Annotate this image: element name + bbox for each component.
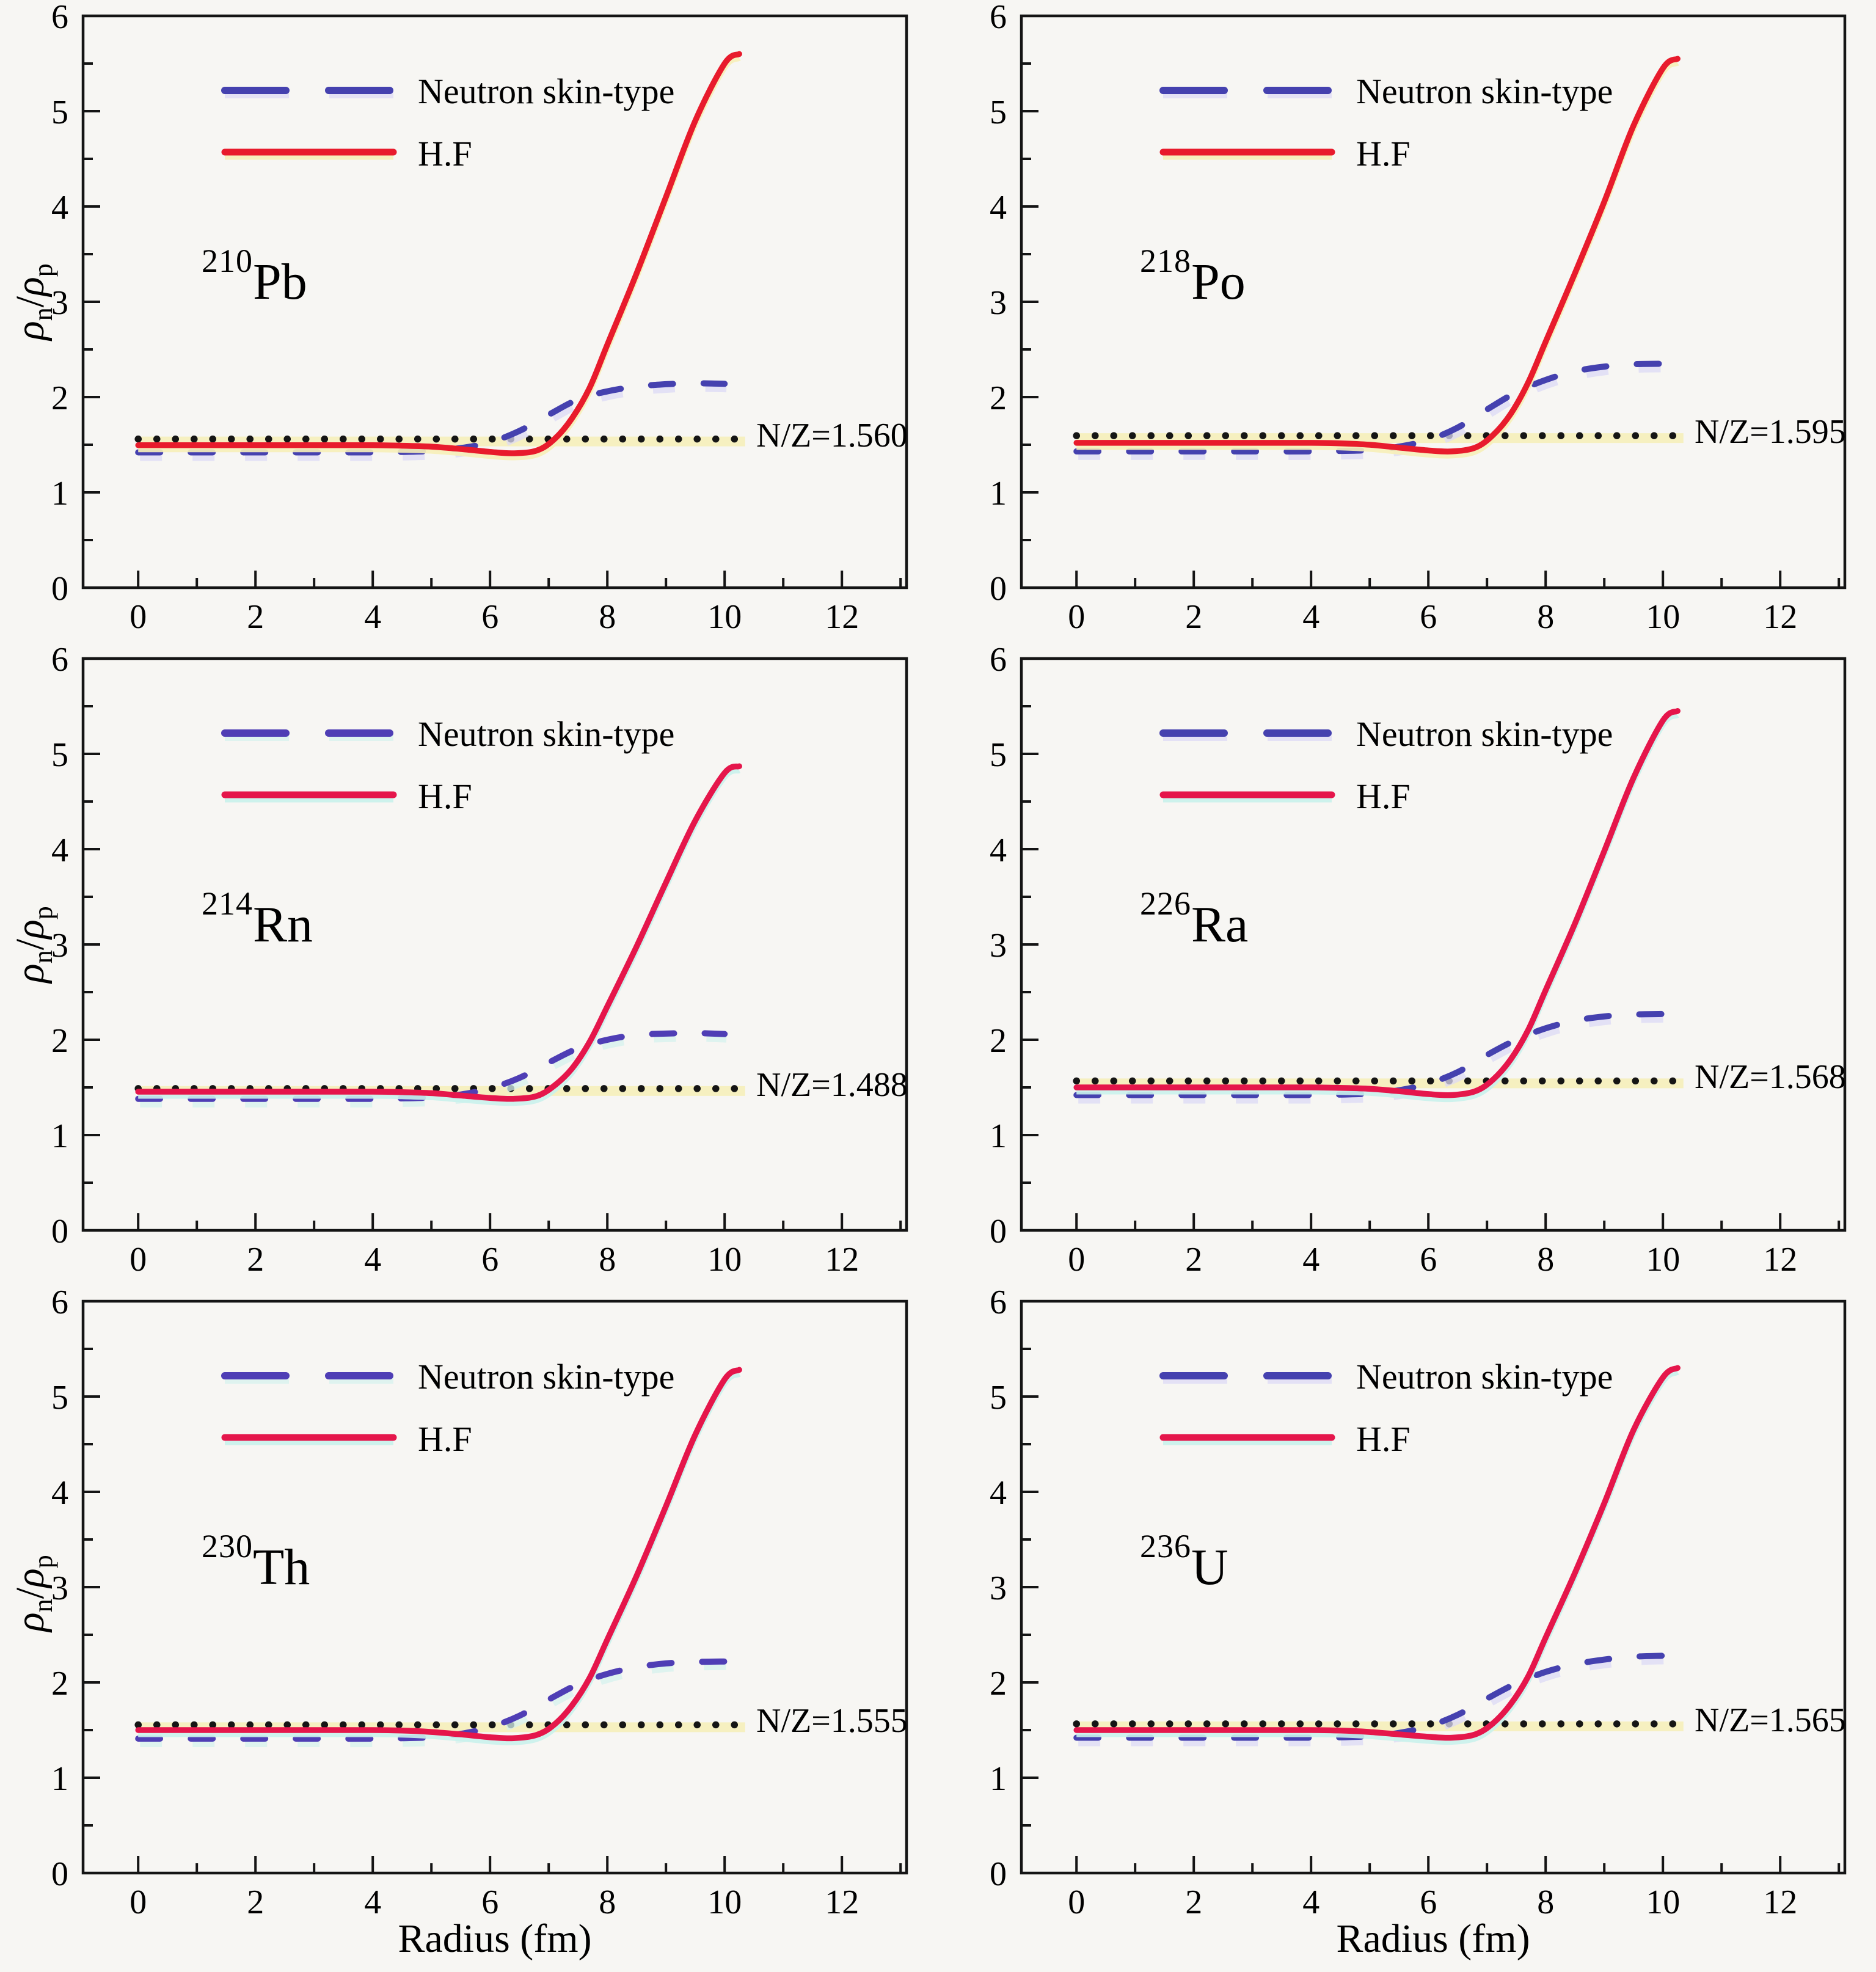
- nz-annotation: N/Z=1.568: [1695, 1058, 1846, 1097]
- solid-line-swatch: [220, 786, 398, 806]
- x-tick-label: 4: [1302, 598, 1320, 636]
- y-tick-label: 4: [990, 1474, 1007, 1512]
- legend-item-hf: [1158, 765, 1613, 827]
- x-tick-label: 12: [825, 598, 860, 636]
- x-tick-label: 10: [1646, 1883, 1681, 1921]
- dashed-line-swatch: [220, 1367, 398, 1386]
- x-tick-label: 10: [707, 1883, 742, 1921]
- y-tick-label: 1: [51, 1760, 68, 1798]
- isotope-label: [1140, 1513, 1228, 1601]
- x-tick-label: 10: [707, 1241, 742, 1279]
- legend-label-hf: H.F: [418, 776, 472, 816]
- legend-label-neutron-skin: Neutron skin-type: [1356, 1356, 1613, 1397]
- x-tick-label: 4: [364, 1883, 382, 1921]
- y-tick-label: 1: [990, 1760, 1007, 1798]
- y-tick-label: 0: [51, 1213, 68, 1251]
- y-axis-title: $\rho_n/\rho_p$: [7, 263, 59, 340]
- y-tick-label: 3: [990, 927, 1007, 965]
- isotope-symbol: U: [1191, 1539, 1228, 1596]
- x-tick-label: 0: [130, 1241, 147, 1279]
- y-tick-label: 4: [51, 1474, 68, 1512]
- panel: [0, 1285, 938, 1972]
- y-tick-label: 5: [990, 736, 1007, 774]
- y-tick-label: 4: [990, 831, 1007, 869]
- isotope-label: [202, 870, 313, 959]
- y-tick-label: 3: [51, 1569, 68, 1607]
- x-tick-label: 10: [1646, 1241, 1681, 1279]
- legend-item-hf: [220, 122, 674, 184]
- legend: [220, 60, 674, 184]
- y-tick-label: 4: [51, 831, 68, 869]
- x-tick-label: 6: [481, 598, 499, 636]
- y-tick-label: 0: [990, 1855, 1007, 1893]
- y-tick-label: 2: [990, 379, 1007, 417]
- x-tick-label: 0: [1068, 1883, 1086, 1921]
- legend-label-neutron-skin: Neutron skin-type: [1356, 714, 1613, 754]
- legend-item-neutron-skin: [220, 703, 674, 765]
- x-tick-label: 8: [1537, 1883, 1555, 1921]
- x-tick-label: 0: [130, 598, 147, 636]
- legend-label-neutron-skin: Neutron skin-type: [418, 71, 675, 111]
- isotope-label: [1140, 870, 1248, 959]
- isotope-mass: 210: [202, 243, 253, 279]
- y-tick-label: 6: [51, 0, 68, 36]
- x-tick-label: 12: [825, 1883, 860, 1921]
- legend: [1158, 60, 1613, 184]
- legend: [220, 703, 674, 827]
- x-tick-label: 2: [1185, 598, 1203, 636]
- legend-label-hf: H.F: [1356, 133, 1411, 173]
- y-tick-label: 0: [51, 1855, 68, 1893]
- x-axis-title: Radius (fm): [1336, 1916, 1530, 1961]
- x-tick-label: 12: [1763, 1883, 1798, 1921]
- legend: [1158, 703, 1613, 827]
- y-tick-label: 6: [51, 1285, 68, 1321]
- legend-item-neutron-skin: [1158, 1345, 1613, 1408]
- nz-annotation: N/Z=1.555: [756, 1702, 908, 1740]
- solid-line-swatch: [1158, 1429, 1337, 1448]
- dashed-line-swatch: [1158, 81, 1337, 101]
- y-tick-label: 2: [990, 1665, 1007, 1703]
- solid-line-swatch: [220, 1429, 398, 1448]
- solid-line-swatch: [220, 144, 398, 163]
- nz-annotation: N/Z=1.488: [756, 1065, 908, 1104]
- x-tick-label: 2: [1185, 1883, 1203, 1921]
- x-tick-label: 8: [599, 1241, 616, 1279]
- y-tick-label: 3: [51, 927, 68, 965]
- nz-annotation: N/Z=1.595: [1695, 413, 1846, 451]
- x-tick-label: 8: [1537, 598, 1555, 636]
- x-tick-label: 6: [481, 1883, 499, 1921]
- solid-line-swatch: [1158, 144, 1337, 163]
- isotope-mass: 230: [202, 1528, 253, 1565]
- y-tick-label: 4: [990, 189, 1007, 227]
- legend-item-hf: [220, 765, 674, 827]
- isotope-mass: 218: [1140, 243, 1191, 279]
- isotope-label: [202, 1513, 310, 1601]
- dashed-line-swatch: [220, 81, 398, 101]
- legend-item-hf: [1158, 122, 1613, 184]
- legend-item-neutron-skin: [1158, 703, 1613, 765]
- x-tick-label: 4: [1302, 1883, 1320, 1921]
- x-axis-title: Radius (fm): [398, 1916, 592, 1961]
- y-tick-label: 4: [51, 189, 68, 227]
- x-tick-label: 6: [1420, 1883, 1437, 1921]
- y-tick-label: 2: [51, 379, 68, 417]
- x-tick-label: 10: [1646, 598, 1681, 636]
- panel: [938, 643, 1876, 1285]
- x-tick-label: 8: [599, 1883, 616, 1921]
- y-tick-label: 1: [51, 475, 68, 513]
- legend-label-neutron-skin: Neutron skin-type: [418, 714, 675, 754]
- y-tick-label: 6: [990, 0, 1007, 36]
- x-tick-label: 4: [1302, 1241, 1320, 1279]
- legend-item-neutron-skin: [220, 60, 674, 122]
- x-tick-label: 8: [1537, 1241, 1555, 1279]
- y-tick-label: 6: [990, 1285, 1007, 1321]
- y-axis-title: $\rho_n/\rho_p$: [7, 906, 59, 983]
- x-tick-label: 6: [481, 1241, 499, 1279]
- x-tick-label: 12: [1763, 1241, 1798, 1279]
- x-tick-label: 2: [1185, 1241, 1203, 1279]
- isotope-label: [1140, 227, 1246, 316]
- x-tick-label: 12: [825, 1241, 860, 1279]
- panel: [938, 1285, 1876, 1972]
- y-tick-label: 2: [51, 1022, 68, 1060]
- nz-annotation: N/Z=1.560: [756, 416, 908, 455]
- y-tick-label: 3: [990, 1569, 1007, 1607]
- y-axis-title: $\rho_n/\rho_p$: [7, 1555, 59, 1632]
- x-tick-label: 8: [599, 598, 616, 636]
- panel: [0, 643, 938, 1285]
- nz-annotation: N/Z=1.565: [1695, 1701, 1846, 1739]
- isotope-mass: 226: [1140, 885, 1191, 922]
- panel: [0, 0, 938, 643]
- y-tick-label: 2: [990, 1022, 1007, 1060]
- legend-item-neutron-skin: [220, 1345, 674, 1408]
- y-tick-label: 0: [51, 570, 68, 608]
- solid-line-swatch: [1158, 786, 1337, 806]
- isotope-symbol: Pb: [253, 254, 307, 310]
- legend-item-neutron-skin: [1158, 60, 1613, 122]
- isotope-symbol: Ra: [1191, 896, 1249, 953]
- y-tick-label: 5: [990, 93, 1007, 131]
- y-tick-label: 1: [990, 475, 1007, 513]
- isotope-mass: 236: [1140, 1528, 1191, 1565]
- dashed-line-swatch: [220, 724, 398, 743]
- legend-item-hf: [220, 1408, 674, 1470]
- legend-label-neutron-skin: Neutron skin-type: [1356, 71, 1613, 111]
- legend-label-neutron-skin: Neutron skin-type: [418, 1356, 675, 1397]
- y-tick-label: 0: [990, 1213, 1007, 1251]
- y-tick-label: 3: [51, 284, 68, 322]
- y-tick-label: 5: [990, 1379, 1007, 1417]
- legend: [1158, 1345, 1613, 1470]
- dashed-line-swatch: [1158, 1367, 1337, 1386]
- y-tick-label: 0: [990, 570, 1007, 608]
- isotope-label: [202, 227, 307, 316]
- x-tick-label: 2: [247, 1883, 265, 1921]
- x-tick-label: 6: [1420, 598, 1437, 636]
- legend-label-hf: H.F: [418, 133, 472, 173]
- isotope-mass: 214: [202, 885, 253, 922]
- x-tick-label: 2: [247, 1241, 265, 1279]
- y-tick-label: 3: [990, 284, 1007, 322]
- dashed-line-swatch: [1158, 724, 1337, 743]
- isotope-symbol: Th: [253, 1539, 310, 1596]
- y-tick-label: 1: [51, 1117, 68, 1155]
- y-tick-label: 5: [51, 736, 68, 774]
- y-tick-label: 1: [990, 1117, 1007, 1155]
- y-tick-label: 5: [51, 93, 68, 131]
- y-tick-label: 6: [51, 643, 68, 679]
- x-tick-label: 2: [247, 598, 265, 636]
- legend-label-hf: H.F: [418, 1419, 472, 1459]
- x-tick-label: 0: [130, 1883, 147, 1921]
- x-tick-label: 4: [364, 1241, 382, 1279]
- x-tick-label: 6: [1420, 1241, 1437, 1279]
- legend-label-hf: H.F: [1356, 776, 1411, 816]
- y-tick-label: 5: [51, 1379, 68, 1417]
- x-tick-label: 0: [1068, 1241, 1086, 1279]
- panel: [938, 0, 1876, 643]
- legend: [220, 1345, 674, 1470]
- isotope-symbol: Rn: [253, 896, 313, 953]
- y-tick-label: 6: [990, 643, 1007, 679]
- x-tick-label: 12: [1763, 598, 1798, 636]
- x-tick-label: 10: [707, 598, 742, 636]
- legend-label-hf: H.F: [1356, 1419, 1411, 1459]
- x-tick-label: 4: [364, 598, 382, 636]
- x-tick-label: 0: [1068, 598, 1086, 636]
- y-tick-label: 2: [51, 1665, 68, 1703]
- legend-item-hf: [1158, 1408, 1613, 1470]
- isotope-symbol: Po: [1191, 254, 1246, 310]
